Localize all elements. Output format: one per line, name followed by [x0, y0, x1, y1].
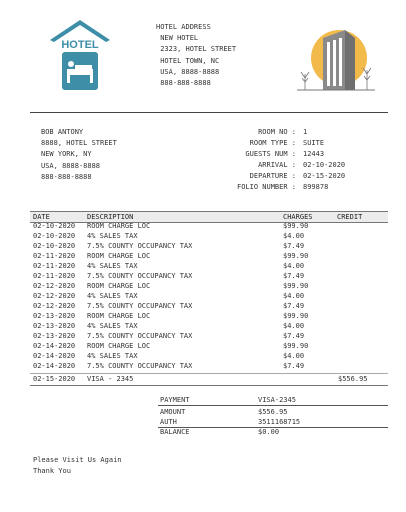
row-charges: $4.00 [283, 232, 305, 240]
hotel-address-line: 2323, HOTEL STREET [156, 45, 237, 54]
row-description: 7.5% COUNTY OCCUPANCY TAX [87, 272, 193, 280]
row-charges: $4.00 [283, 262, 305, 270]
departure-label: DEPARTURE : [249, 172, 296, 180]
row-date: 02-15-2020 [33, 375, 76, 383]
row-charges: $99.90 [283, 252, 309, 260]
row-description: VISA - 2345 [87, 375, 134, 383]
row-description: 7.5% COUNTY OCCUPANCY TAX [87, 362, 193, 370]
arrival-value: 02-10-2020 [303, 161, 346, 169]
row-charges: $4.00 [283, 322, 305, 330]
balance-label: BALANCE [160, 428, 190, 436]
row-description: 7.5% COUNTY OCCUPANCY TAX [87, 242, 193, 250]
table-row [0, 375, 406, 385]
footer-line: Please Visit Us Again [33, 456, 122, 464]
row-description: 7.5% COUNTY OCCUPANCY TAX [87, 302, 193, 310]
arrival-label: ARRIVAL : [258, 161, 296, 169]
guest-line: 8888, HOTEL STREET [41, 139, 117, 148]
row-date: 02-11-2020 [33, 272, 76, 280]
row-charges: $7.49 [283, 302, 305, 310]
table-bottom-divider [30, 385, 388, 386]
footer-line: Thank You [33, 467, 71, 475]
charges-column-header: CHARGES [283, 213, 313, 221]
departure-value: 02-15-2020 [303, 172, 346, 180]
row-description: 4% SALES TAX [87, 292, 138, 300]
table-row [0, 332, 406, 342]
date-column-header: DATE [33, 213, 50, 221]
payment-label: PAYMENT [160, 396, 190, 404]
hotel-address-line: USA, 8888-8888 [156, 67, 220, 76]
row-charges: $4.00 [283, 292, 305, 300]
building-illustration-icon [293, 26, 379, 96]
guest-line: BOB ANTONY [41, 128, 84, 136]
credit-column-header: CREDIT [337, 213, 363, 221]
hotel-address-heading: HOTEL ADDRESS [156, 23, 211, 31]
row-description: 4% SALES TAX [87, 232, 138, 240]
row-description: ROOM CHARGE LOC [87, 312, 151, 320]
row-date: 02-11-2020 [33, 262, 76, 270]
row-charges: $99.90 [283, 342, 309, 350]
payment-value: VISA-2345 [258, 396, 296, 404]
hotel-address-line: NEW HOTEL [156, 34, 199, 43]
guest-line: USA, 8888-8888 [41, 161, 101, 170]
payment-summary [0, 396, 406, 440]
header-divider [30, 112, 388, 113]
table-row [0, 342, 406, 352]
table-row [0, 232, 406, 242]
row-date: 02-14-2020 [33, 342, 76, 350]
table-row [0, 352, 406, 362]
hotel-address [156, 22, 236, 89]
auth-value: 3511168715 [258, 418, 301, 426]
table-row-divider [30, 373, 388, 374]
table-row [0, 362, 406, 372]
description-column-header: DESCRIPTION [87, 213, 134, 221]
folio-number-value: 899878 [303, 183, 329, 191]
amount-value: $556.95 [258, 408, 288, 416]
row-description: ROOM CHARGE LOC [87, 282, 151, 290]
table-row [0, 252, 406, 262]
room-number-value: 1 [303, 128, 308, 136]
table-row [0, 282, 406, 292]
row-date: 02-12-2020 [33, 282, 76, 290]
row-date: 02-10-2020 [33, 242, 76, 250]
row-date: 02-12-2020 [33, 292, 76, 300]
row-charges: $7.49 [283, 242, 305, 250]
row-charges: $7.49 [283, 332, 305, 340]
row-date: 02-11-2020 [33, 252, 76, 260]
row-date: 02-14-2020 [33, 362, 76, 370]
row-date: 02-10-2020 [33, 222, 76, 230]
amount-label: AMOUNT [160, 408, 186, 416]
row-date: 02-13-2020 [33, 332, 76, 340]
row-description: ROOM CHARGE LOC [87, 222, 151, 230]
table-row [0, 292, 406, 302]
row-charges: $4.00 [283, 352, 305, 360]
row-description: ROOM CHARGE LOC [87, 342, 151, 350]
logo-text: HOTEL [61, 39, 99, 51]
hotel-address-line: 888-888-8888 [156, 79, 211, 88]
table-row [0, 272, 406, 282]
row-charges: $7.49 [283, 272, 305, 280]
hotel-address-line: HOTEL TOWN, NC [156, 56, 220, 65]
row-date: 02-14-2020 [33, 352, 76, 360]
table-row [0, 312, 406, 322]
guest-line: NEW YORK, NY [41, 150, 92, 159]
row-charges: $99.90 [283, 222, 309, 230]
row-description: 4% SALES TAX [87, 262, 138, 270]
payment-divider [158, 405, 388, 406]
row-charges: $7.49 [283, 362, 305, 370]
table-row [0, 222, 406, 232]
balance-value: $0.00 [258, 428, 280, 436]
row-charges: $99.90 [283, 282, 309, 290]
guests-num-label: GUESTS NUM : [245, 150, 296, 158]
table-row [0, 262, 406, 272]
guest-line: 888-888-8888 [41, 172, 92, 181]
row-date: 02-13-2020 [33, 312, 76, 320]
hotel-logo [50, 20, 110, 94]
row-date: 02-10-2020 [33, 232, 76, 240]
table-row [0, 302, 406, 312]
row-description: 7.5% COUNTY OCCUPANCY TAX [87, 332, 193, 340]
guests-num-value: 12443 [303, 150, 325, 158]
row-date: 02-12-2020 [33, 302, 76, 310]
row-description: 4% SALES TAX [87, 322, 138, 330]
room-number-label: ROOM NO : [258, 128, 296, 136]
row-charges: $99.90 [283, 312, 309, 320]
guest-address [41, 127, 117, 183]
room-type-label: ROOM TYPE : [249, 139, 296, 147]
row-description: 4% SALES TAX [87, 352, 138, 360]
auth-label: AUTH [160, 418, 177, 426]
balance-divider [158, 427, 388, 428]
row-date: 02-13-2020 [33, 322, 76, 330]
row-credit: $556.95 [338, 375, 368, 383]
folio-number-label: FOLIO NUMBER : [236, 183, 296, 191]
footer-message [33, 455, 122, 477]
table-row [0, 322, 406, 332]
table-row [0, 242, 406, 252]
room-type-value: SUITE [303, 139, 325, 147]
row-description: ROOM CHARGE LOC [87, 252, 151, 260]
